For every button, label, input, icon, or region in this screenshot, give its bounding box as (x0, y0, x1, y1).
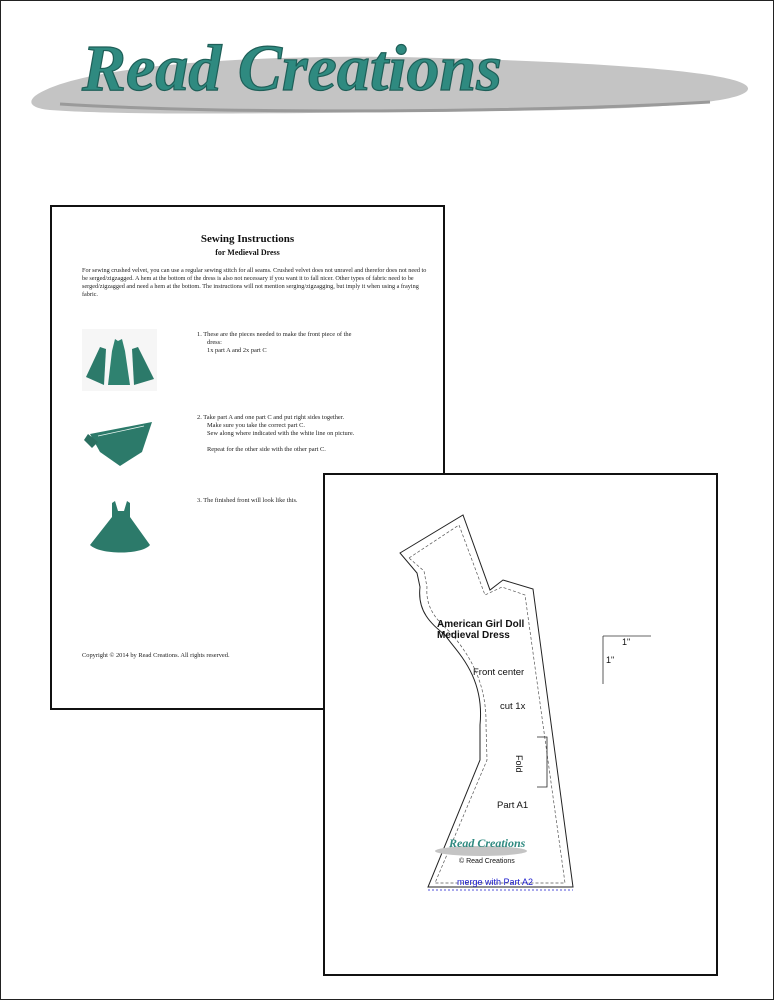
front-center-label: Front center (473, 667, 525, 678)
step-2: 2. Take part A and one part C and put right sides together. Make sure you take the correct part C. Sew along where indicated with the white line on picture. Repeat for the other side with the other part C. (197, 414, 355, 453)
merge-label: merge with Part A2 (457, 877, 534, 887)
instructions-subtitle: for Medieval Dress (215, 248, 280, 257)
mini-logo-copyright: © Read Creations (459, 858, 515, 865)
pattern-title: American Girl Doll Medieval Dress (437, 619, 525, 641)
step-1: 1. These are the pieces needed to make the front piece of the dress: 1x part A and 2x part C (197, 331, 352, 354)
instructions-intro: For sewing crushed velvet, you can use a regular sewing stitch for all seams. Crushed velvet does not unravel and therefor does not need to be serged/zigzagged. A hem at the bottom of the dress is also not necessary if you want it to fall nicer. Other types of fabric need to be serged/zigzagged and need a hem at the bottom. The instructions will not mention serging/zigzagging, but imply it when using a fraying fabric. (82, 267, 427, 298)
pattern-seam-line (409, 525, 565, 883)
dress-pieces-photo (82, 329, 157, 391)
instructions-title: Sewing Instructions (200, 233, 295, 245)
finished-front-photo (82, 497, 157, 559)
pattern-piece (325, 475, 716, 974)
sewing-photo (82, 412, 157, 474)
scale-vertical-label: 1" (606, 655, 615, 665)
read-creations-logo (20, 18, 755, 123)
mini-logo-text: Read Creations (449, 836, 526, 850)
cut-label: cut 1x (500, 701, 526, 712)
logo-text: Read Creations (82, 32, 502, 105)
step-3: 3. The finished front will look like this. (197, 497, 298, 504)
part-label: Part A1 (497, 800, 529, 811)
pattern-outline (400, 515, 573, 887)
copyright-text: Copyright © 2014 by Read Creations. All rights reserved. (82, 652, 230, 659)
fold-label: Fold (514, 755, 524, 773)
scale-horizontal-label: 1" (622, 637, 631, 647)
fold-marker (537, 737, 547, 787)
pattern-sheet (323, 473, 718, 976)
